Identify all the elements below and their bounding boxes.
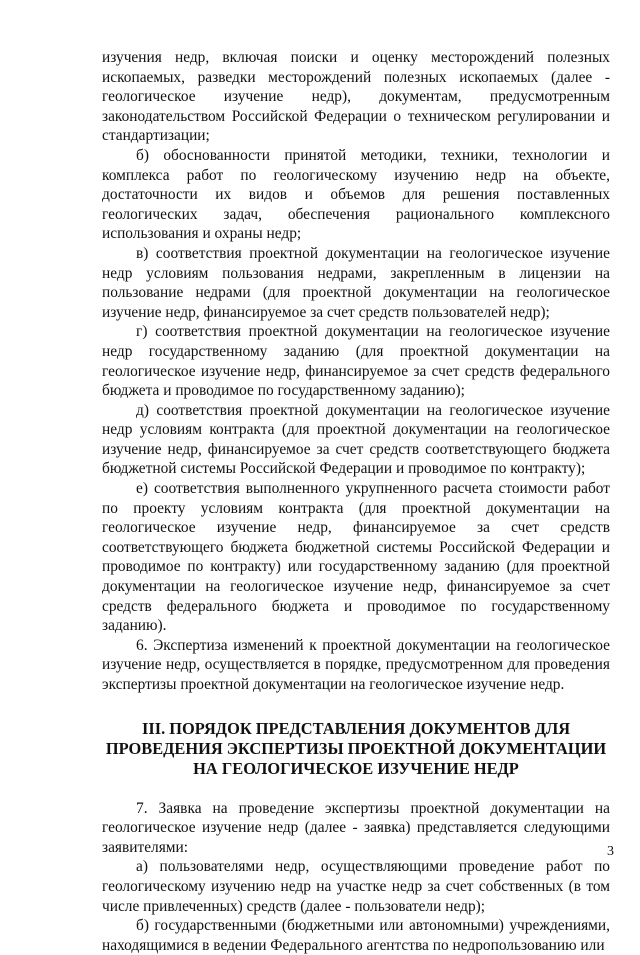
section-heading-line-3: НА ГЕОЛОГИЧЕСКОЕ ИЗУЧЕНИЕ НЕДР (193, 758, 519, 778)
paragraphs-top (102, 48, 610, 695)
section-heading-line-1: III. ПОРЯДОК ПРЕДСТАВЛЕНИЯ ДОКУМЕНТОВ ДЛЯ (141, 718, 571, 738)
paragraph-continuation: изучения недр, включая поиски и оценку месторождений полезных ископаемых, разведки месторождений полезных ископаемых (далее - геологическое изучение недр), документам, предусмотренным законодательством Российской Федерации о техническом регулировании и стандартизации; (102, 49, 610, 145)
paragraph-item-d: д) соответствия проектной документации на геологическое изучение недр условиям контракта (для проектной документации на геологическое изучение недр, финансируемое за счет средств соответствующего бюджета бюджетной системы Российской Федерации и проводимое по контракту); (102, 401, 610, 478)
paragraph-item-g: г) соответствия проектной документации на геологическое изучение недр государственному заданию (для проектной документации на геологическое изучение недр, финансируемое за счет средств федерального бюджета и проводимое по государственному заданию); (102, 323, 610, 400)
paragraph-item-e: е) соответствия выполненного укрупненного расчета стоимости работ по проекту условиям контракта (для проектной документации на геологическое изучение недр, финансируемое за счет средств соответствующего бюджета бюджетной системы Российской Федерации и проводимое по контракту) или государственному заданию (для проектной документации на геологическое изучение недр, финансируемое за счет средств федерального бюджета и проводимое по государственному заданию). (102, 480, 610, 635)
heading-spacer (102, 779, 610, 799)
paragraph-7-item-a: а) пользователями недр, осуществляющими проведение работ по геологическому изучению недр на участке недр за счет собственных (в том числе привлеченных) средств (далее - пользователи недр); (102, 858, 610, 915)
paragraph-7-item-b: б) государственными (бюджетными или автономными) учреждениями, находящимися в ведении Федерального агентства по недропользованию или (102, 917, 610, 954)
paragraph-6: 6. Экспертиза изменений к проектной документации на геологическое изучение недр, осуществляется в порядке, предусмотренном для проведения экспертизы проектной документации на геологическое изучение недр. (102, 636, 610, 693)
section-heading-line-2: ПРОВЕДЕНИЯ ЭКСПЕРТИЗЫ ПРОЕКТНОЙ ДОКУМЕНТАЦИИ (105, 738, 607, 758)
page-number: 3 (607, 844, 614, 859)
paragraphs-bottom (102, 799, 610, 955)
paragraph-7: 7. Заявка на проведение экспертизы проектной документации на геологическое изучение недр (далее - заявка) представляется следующими заявителями: (102, 799, 610, 856)
document-page (102, 48, 610, 955)
paragraph-item-b: б) обоснованности принятой методики, техники, технологии и комплекса работ по геологическому изучению недр на объекте, достаточности их видов и объемов для решения поставленных геологических задач, обеспечения рационального комплексного использования и охраны недр; (102, 146, 610, 243)
paragraph-item-v: в) соответствия проектной документации на геологическое изучение недр условиям пользования недрами, закрепленным в лицензии на пользование недрами (для проектной документации на геологическое изучение недр, финансируемое за счет средств пользователей недр); (102, 244, 610, 321)
section-heading (102, 719, 610, 779)
